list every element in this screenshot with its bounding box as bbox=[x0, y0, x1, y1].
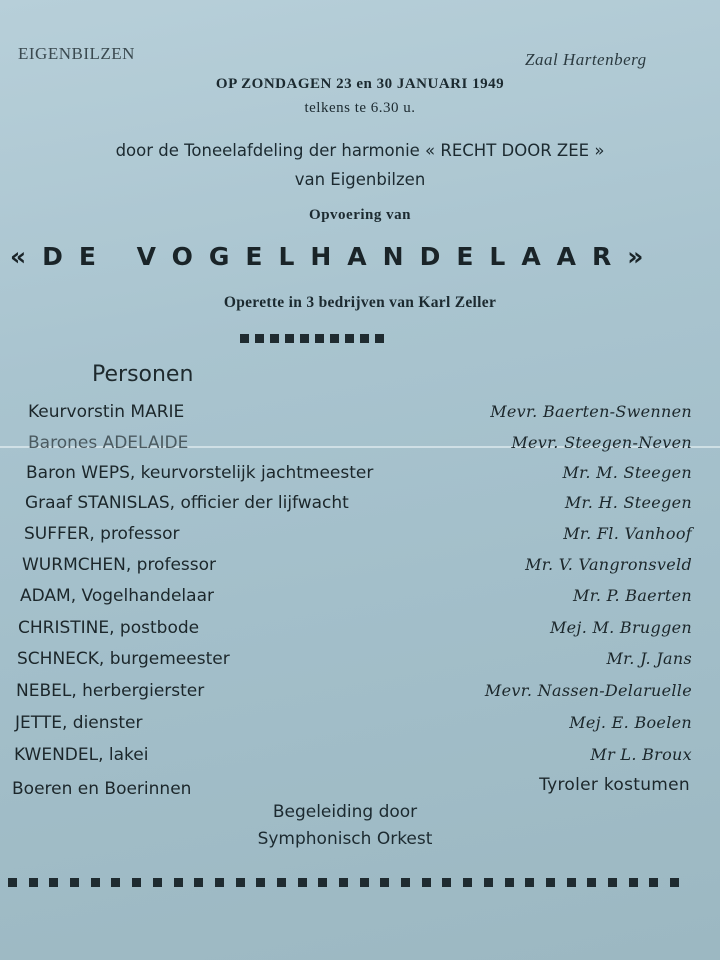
performance-dates: OP ZONDAGEN 23 en 30 JANUARI 1949 bbox=[215, 76, 505, 92]
cast-actor: Mr. H. Steegen bbox=[564, 493, 692, 512]
cast-role: Barones ADELAIDE bbox=[28, 433, 189, 453]
cast-actor: Mevr. Steegen-Neven bbox=[511, 433, 692, 452]
cast-role: NEBEL, herbergierster bbox=[16, 681, 205, 701]
cast-actor: Mej. M. Bruggen bbox=[549, 618, 692, 637]
cast-role: Keurvorstin MARIE bbox=[28, 402, 185, 422]
cast-role: Baron WEPS, keurvorstelijk jachtmeester bbox=[26, 463, 374, 483]
cast-actor: Mr. Fl. Vanhoof bbox=[563, 524, 692, 543]
cast-row bbox=[0, 555, 720, 583]
cast-role: WURMCHEN, professor bbox=[22, 555, 217, 575]
cast-actor: Mr. P. Baerten bbox=[573, 586, 692, 605]
cast-row bbox=[0, 493, 720, 521]
cast-row bbox=[0, 649, 720, 677]
cast-role: Boeren en Boerinnen bbox=[12, 779, 192, 799]
organizer-town: van Eigenbilzen bbox=[294, 170, 426, 189]
cast-role: ADAM, Vogelhandelaar bbox=[20, 586, 214, 606]
decorative-square-row-top bbox=[240, 334, 384, 343]
town-name: EIGENBILZEN bbox=[18, 44, 135, 63]
costumes-note: Tyroler kostumen bbox=[539, 775, 690, 795]
cast-heading: Personen bbox=[92, 362, 194, 387]
show-title: «DE VOGELHANDELAAR» bbox=[10, 242, 660, 271]
cast-actor: Mr. M. Steegen bbox=[562, 463, 692, 482]
cast-role: SUFFER, professor bbox=[24, 524, 180, 544]
accompaniment-line2: Symphonisch Orkest bbox=[257, 829, 433, 849]
cast-role: SCHNECK, burgemeester bbox=[17, 649, 230, 669]
cast-role: KWENDEL, lakei bbox=[14, 745, 149, 765]
decorative-square-row-bottom bbox=[8, 878, 679, 887]
accompaniment-line1: Begeleiding door bbox=[272, 802, 418, 822]
cast-role: CHRISTINE, postbode bbox=[18, 618, 200, 638]
venue-name: Zaal Hartenberg bbox=[525, 50, 647, 69]
cast-actor: Mr L. Broux bbox=[590, 745, 692, 764]
cast-row bbox=[0, 618, 720, 646]
cast-actor: Mr. V. Vangronsveld bbox=[525, 555, 692, 574]
cast-actor: Mevr. Baerten-Swennen bbox=[490, 402, 692, 421]
cast-row bbox=[0, 713, 720, 741]
cast-actor: Mr. J. Jans bbox=[606, 649, 692, 668]
show-subtitle: Operette in 3 bedrijven van Karl Zeller bbox=[223, 294, 497, 311]
cast-role: JETTE, dienster bbox=[15, 713, 143, 733]
cast-row bbox=[0, 681, 720, 709]
cast-row bbox=[0, 463, 720, 491]
cast-row bbox=[0, 524, 720, 552]
cast-row bbox=[0, 745, 720, 773]
organizer-line: door de Toneelafdeling der harmonie « RECHT DOOR ZEE » bbox=[115, 141, 605, 160]
cast-row bbox=[0, 402, 720, 430]
performance-label: Opvoering van bbox=[309, 207, 411, 223]
cast-row bbox=[0, 586, 720, 614]
cast-role: Graaf STANISLAS, officier der lijfwacht bbox=[25, 493, 349, 513]
cast-actor: Mej. E. Boelen bbox=[569, 713, 692, 732]
performance-time: telkens te 6.30 u. bbox=[304, 100, 416, 116]
cast-row bbox=[0, 433, 720, 461]
cast-actor: Mevr. Nassen-Delaruelle bbox=[484, 681, 692, 700]
